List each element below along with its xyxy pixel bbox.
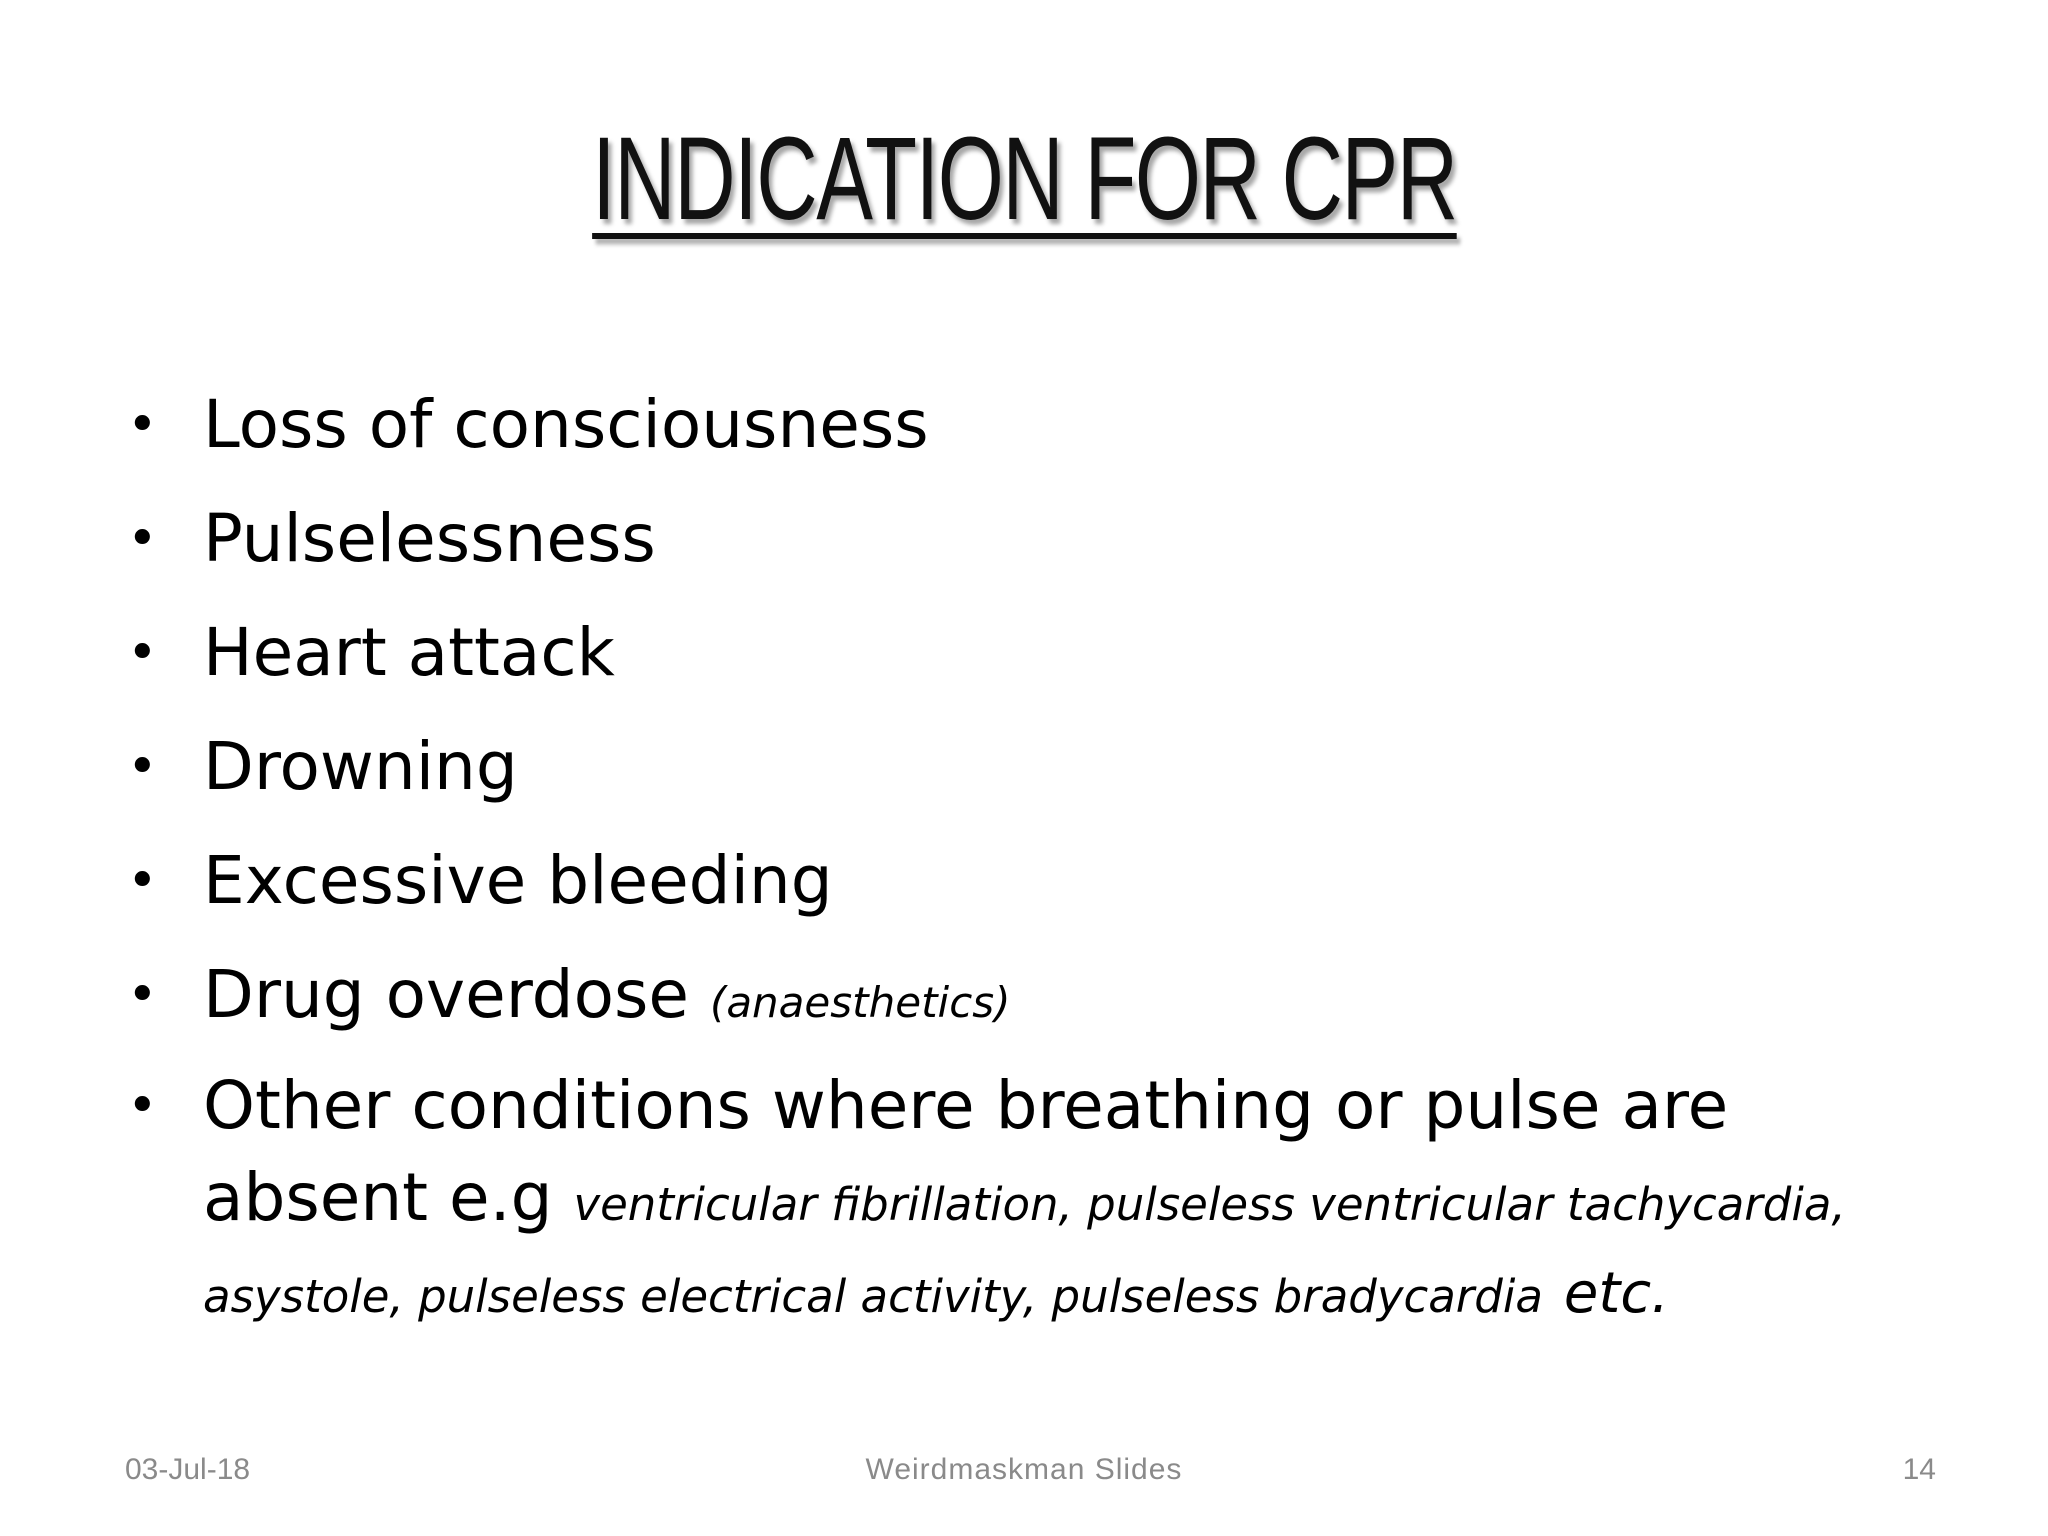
bullet-item (125, 482, 1925, 596)
bullet-item (125, 824, 1925, 938)
bullet-dot: • (127, 395, 158, 455)
bullet-text: Excessive bleeding (203, 842, 833, 919)
bullet-etc: etc. (1563, 1261, 1669, 1326)
slide-title: INDICATION FOR CPR (591, 113, 1457, 245)
bullet-list (125, 368, 1925, 1340)
bullet-dot: • (127, 737, 158, 797)
footer-title: Weirdmaskman Slides (865, 1453, 1183, 1486)
bullet-dot: • (127, 509, 158, 569)
bullet-item (125, 596, 1925, 710)
page-number: 14 (1902, 1453, 1936, 1486)
bullet-item (125, 938, 1925, 1060)
bullet-item (125, 368, 1925, 482)
bullet-dot: • (127, 623, 158, 683)
bullet-text: Loss of consciousness (203, 386, 929, 463)
bullet-text: Drowning (203, 728, 518, 805)
bullet-text: Heart attack (203, 614, 615, 691)
bullet-text: Drug overdose (203, 956, 689, 1033)
bullet-note: (anaesthetics) (709, 978, 1011, 1027)
bullet-examples: ventricular fibrillation, pulseless ventricular tachycardia, asystole, pulseless electrical activity, pulseless bradycardia (203, 1178, 1846, 1323)
bullet-dot: • (127, 851, 158, 911)
bullet-dot: • (127, 965, 158, 1025)
title-container (0, 113, 2048, 245)
bullet-item (125, 1060, 1925, 1340)
footer-date: 03-Jul-18 (125, 1453, 251, 1486)
bullet-dot: • (127, 1076, 158, 1136)
bullet-text: Other conditions where breathing or pulse are absent e.g (203, 1067, 1729, 1236)
bullet-text: Pulselessness (203, 500, 656, 577)
bullet-item (125, 710, 1925, 824)
